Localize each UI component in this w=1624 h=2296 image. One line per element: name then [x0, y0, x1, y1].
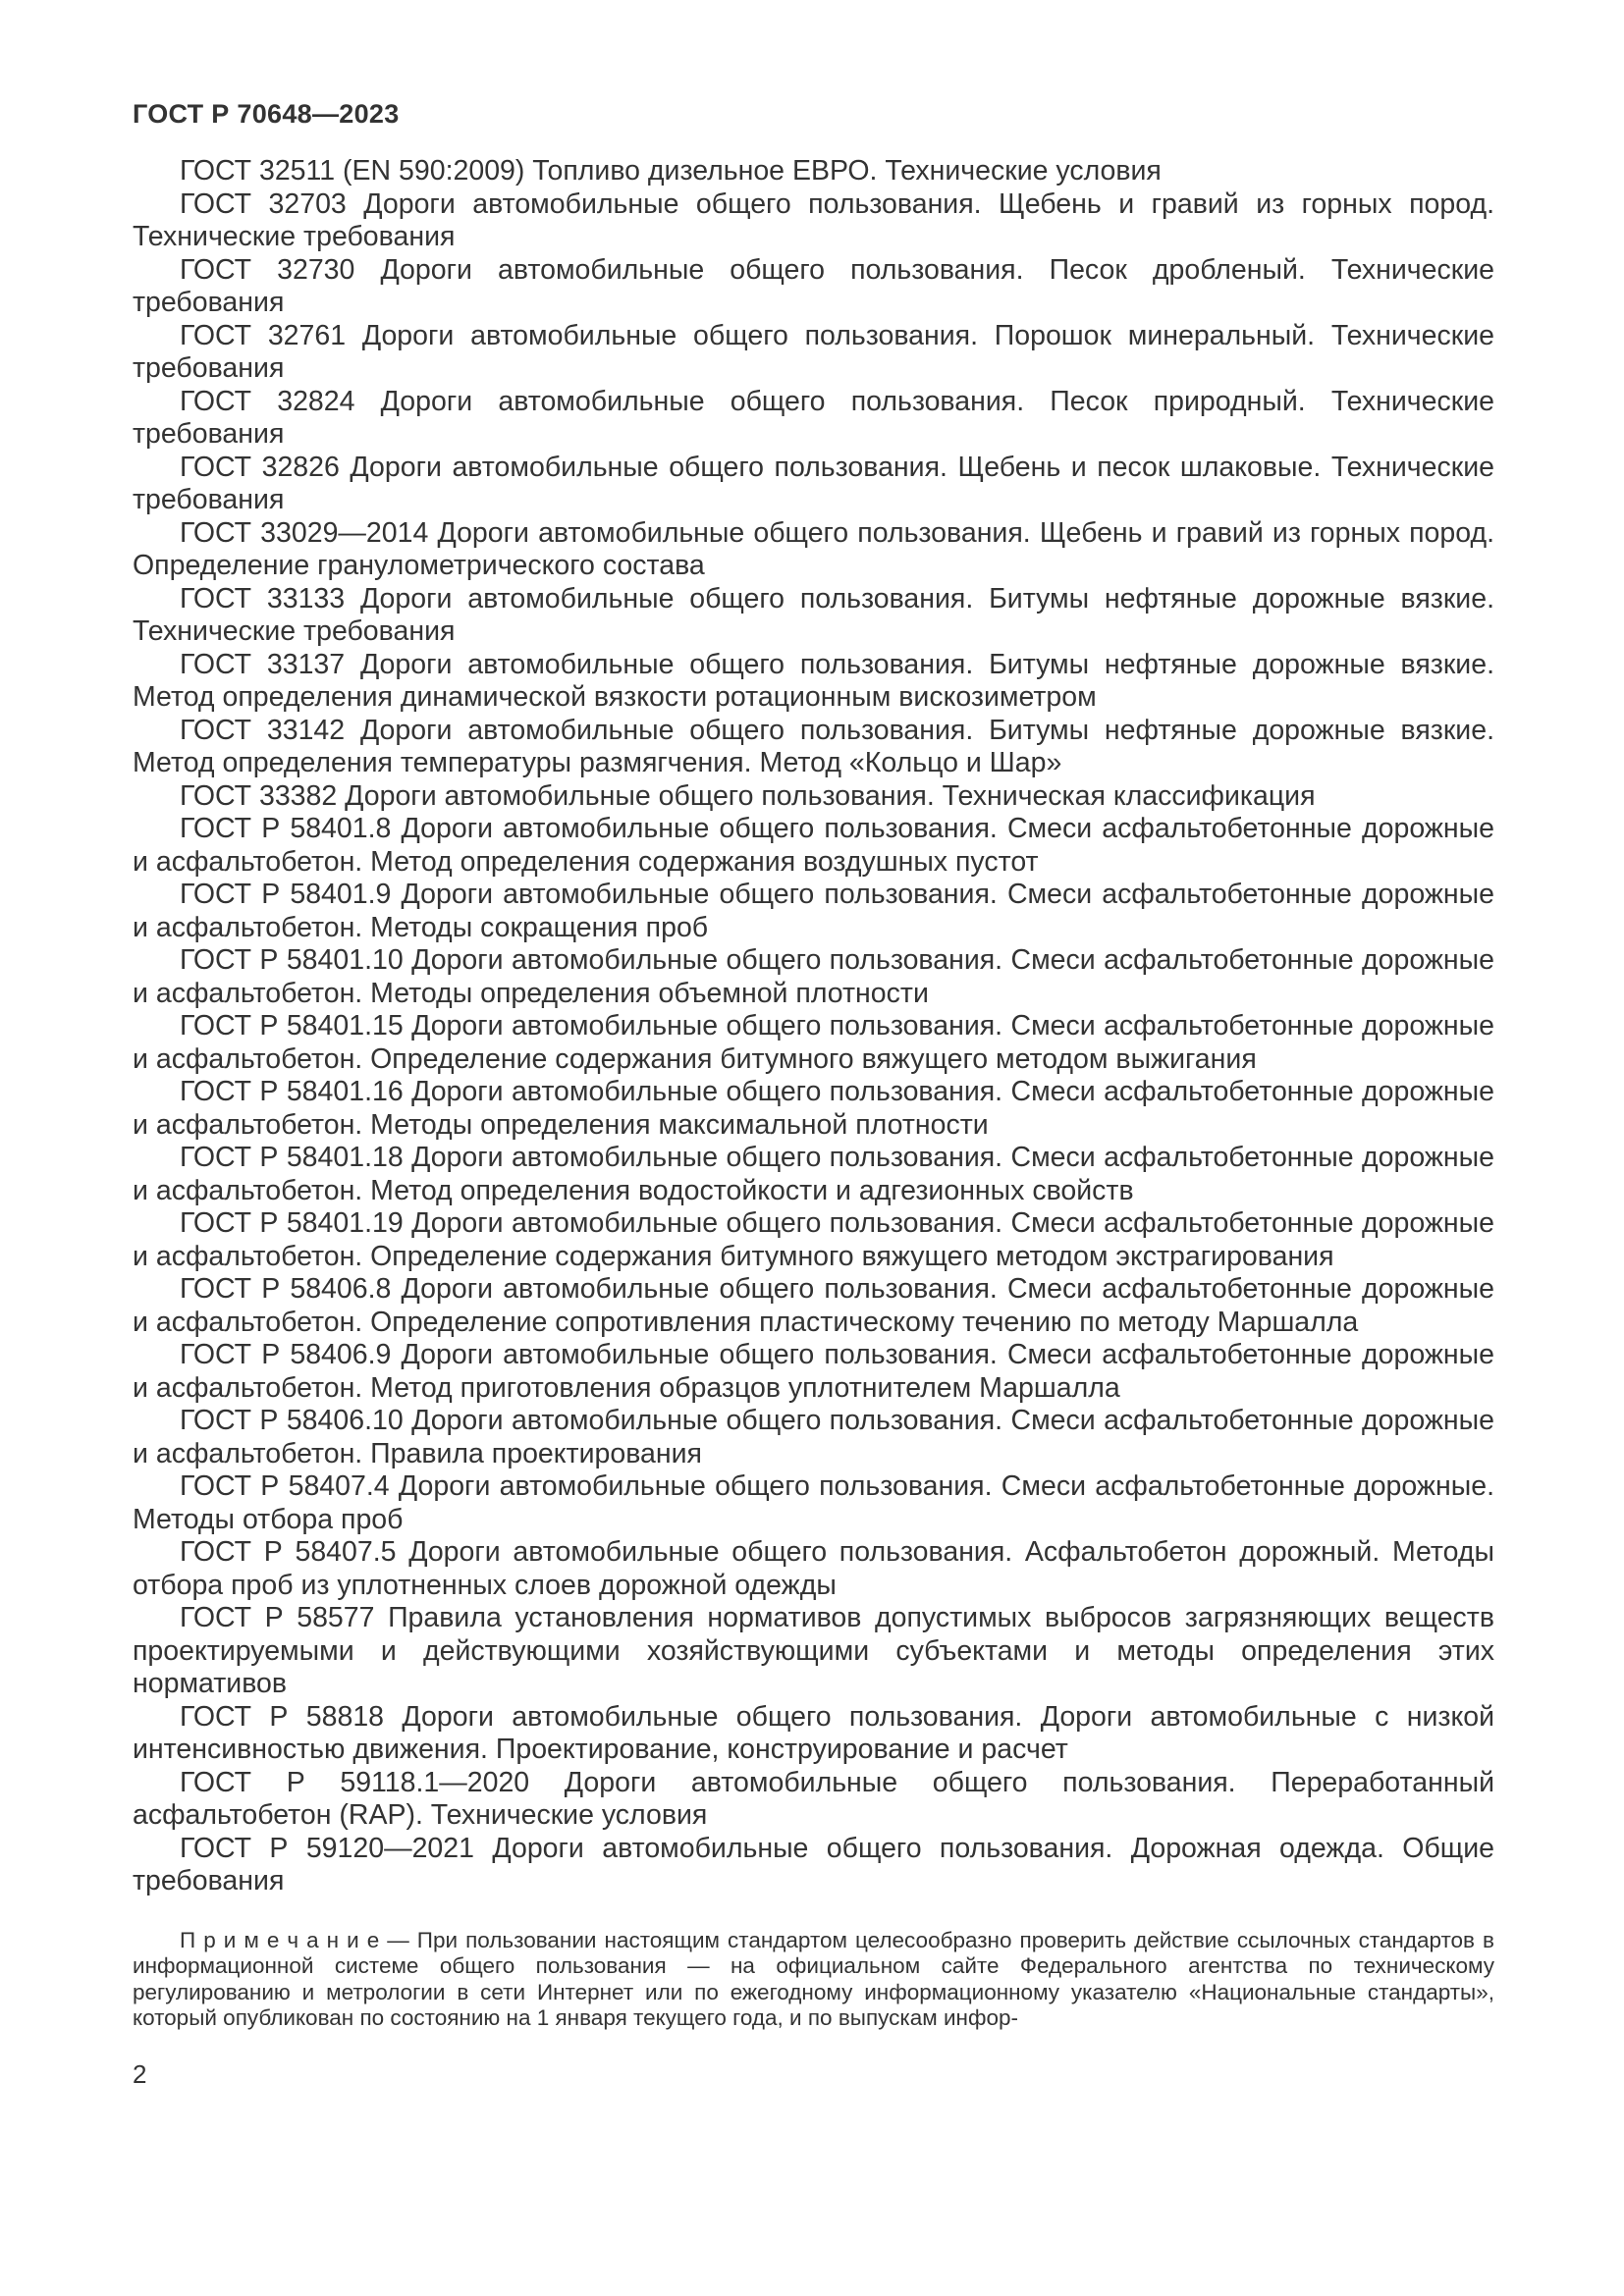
reference-paragraph: ГОСТ Р 58401.16 Дороги автомобильные общего пользования. Смеси асфальтобетонные дорожные и асфальтобетон. Методы определения максимальной плотности: [133, 1076, 1494, 1141]
note-text: — При пользовании настоящим стандартом целесообразно проверить действие ссылочных стандартов в информационной системе общего пользования — на официальном сайте Федерального агентства по техническому регулированию и метрологии в сети Интернет или по ежегодному информационному указателю «Национальные стандарты», который опубликован по состоянию на 1 января текущего года, и по выпускам инфор-: [133, 1927, 1494, 2030]
reference-paragraph: ГОСТ Р 58407.4 Дороги автомобильные общего пользования. Смеси асфальтобетонные дорожные. Методы отбора проб: [133, 1470, 1494, 1535]
reference-paragraph: ГОСТ 32703 Дороги автомобильные общего пользования. Щебень и гравий из горных пород. Технические требования: [133, 187, 1494, 252]
reference-paragraph: ГОСТ 32761 Дороги автомобильные общего пользования. Порошок минеральный. Технические требования: [133, 319, 1494, 384]
reference-paragraph: ГОСТ Р 58406.9 Дороги автомобильные общего пользования. Смеси асфальтобетонные дорожные и асфальтобетон. Метод приготовления образцов уплотнителем Маршалла: [133, 1339, 1494, 1404]
page-content: [133, 98, 1494, 2089]
reference-paragraph: ГОСТ 33137 Дороги автомобильные общего пользования. Битумы нефтяные дорожные вязкие. Метод определения динамической вязкости ротационным вискозиметром: [133, 648, 1494, 713]
reference-paragraph: ГОСТ Р 59118.1—2020 Дороги автомобильные общего пользования. Переработанный асфальтобетон (RAP). Технические условия: [133, 1766, 1494, 1831]
reference-paragraph: ГОСТ Р 58401.10 Дороги автомобильные общего пользования. Смеси асфальтобетонные дорожные и асфальтобетон. Методы определения объемной плотности: [133, 944, 1494, 1009]
note-label: П р и м е ч а н и е: [180, 1927, 380, 1952]
reference-paragraph: ГОСТ 32730 Дороги автомобильные общего пользования. Песок дробленый. Технические требования: [133, 253, 1494, 318]
reference-paragraph: ГОСТ Р 58406.8 Дороги автомобильные общего пользования. Смеси асфальтобетонные дорожные и асфальтобетон. Определение сопротивления пластическому течению по методу Маршалла: [133, 1273, 1494, 1338]
reference-paragraph: ГОСТ Р 58401.19 Дороги автомобильные общего пользования. Смеси асфальтобетонные дорожные и асфальтобетон. Определение содержания битумного вяжущего методом экстрагирования: [133, 1207, 1494, 1272]
reference-paragraph: ГОСТ Р 58401.9 Дороги автомобильные общего пользования. Смеси асфальтобетонные дорожные и асфальтобетон. Методы сокращения проб: [133, 879, 1494, 943]
reference-paragraph: ГОСТ Р 58818 Дороги автомобильные общего пользования. Дороги автомобильные с низкой интенсивностью движения. Проектирование, конструирование и расчет: [133, 1700, 1494, 1765]
reference-paragraph: ГОСТ 33382 Дороги автомобильные общего пользования. Техническая классификация: [180, 779, 1316, 812]
reference-paragraph: ГОСТ 33133 Дороги автомобильные общего пользования. Битумы нефтяные дорожные вязкие. Технические требования: [133, 582, 1494, 647]
note-paragraph: [133, 1928, 1494, 2032]
reference-paragraph: ГОСТ Р 58406.10 Дороги автомобильные общего пользования. Смеси асфальтобетонные дорожные и асфальтобетон. Правила проектирования: [133, 1405, 1494, 1469]
reference-paragraph: ГОСТ Р 58401.8 Дороги автомобильные общего пользования. Смеси асфальтобетонные дорожные и асфальтобетон. Метод определения содержания воздушных пустот: [133, 813, 1494, 878]
references-list: [133, 155, 1494, 1898]
reference-paragraph: ГОСТ Р 58401.18 Дороги автомобильные общего пользования. Смеси асфальтобетонные дорожные и асфальтобетон. Метод определения водостойкости и адгезионных свойств: [133, 1142, 1494, 1206]
reference-paragraph: ГОСТ Р 58577 Правила установления нормативов допустимых выбросов загрязняющих веществ проектируемыми и действующими хозяйствующими субъектами и методы определения этих нормативов: [133, 1602, 1494, 1699]
reference-paragraph: ГОСТ 33029—2014 Дороги автомобильные общего пользования. Щебень и гравий из горных пород. Определение гранулометрического состава: [133, 516, 1494, 581]
reference-paragraph: ГОСТ Р 59120—2021 Дороги автомобильные общего пользования. Дорожная одежда. Общие требования: [133, 1832, 1494, 1896]
reference-paragraph: ГОСТ 32511 (EN 590:2009) Топливо дизельное ЕВРО. Технические условия: [180, 155, 1162, 187]
document-code-header: ГОСТ Р 70648—2023: [133, 99, 400, 129]
page-number: 2: [133, 2058, 147, 2089]
reference-paragraph: ГОСТ Р 58401.15 Дороги автомобильные общего пользования. Смеси асфальтобетонные дорожные и асфальтобетон. Определение содержания битумного вяжущего методом выжигания: [133, 1010, 1494, 1075]
reference-paragraph: ГОСТ 32826 Дороги автомобильные общего пользования. Щебень и песок шлаковые. Технические требования: [133, 451, 1494, 515]
reference-paragraph: ГОСТ 33142 Дороги автомобильные общего пользования. Битумы нефтяные дорожные вязкие. Метод определения температуры размягчения. Метод «Кольцо и Шар»: [133, 714, 1494, 778]
reference-paragraph: ГОСТ Р 58407.5 Дороги автомобильные общего пользования. Асфальтобетон дорожный. Методы отбора проб из уплотненных слоев дорожной одежды: [133, 1536, 1494, 1601]
note-section: [133, 1928, 1494, 2032]
reference-paragraph: ГОСТ 32824 Дороги автомобильные общего пользования. Песок природный. Технические требования: [133, 385, 1494, 450]
